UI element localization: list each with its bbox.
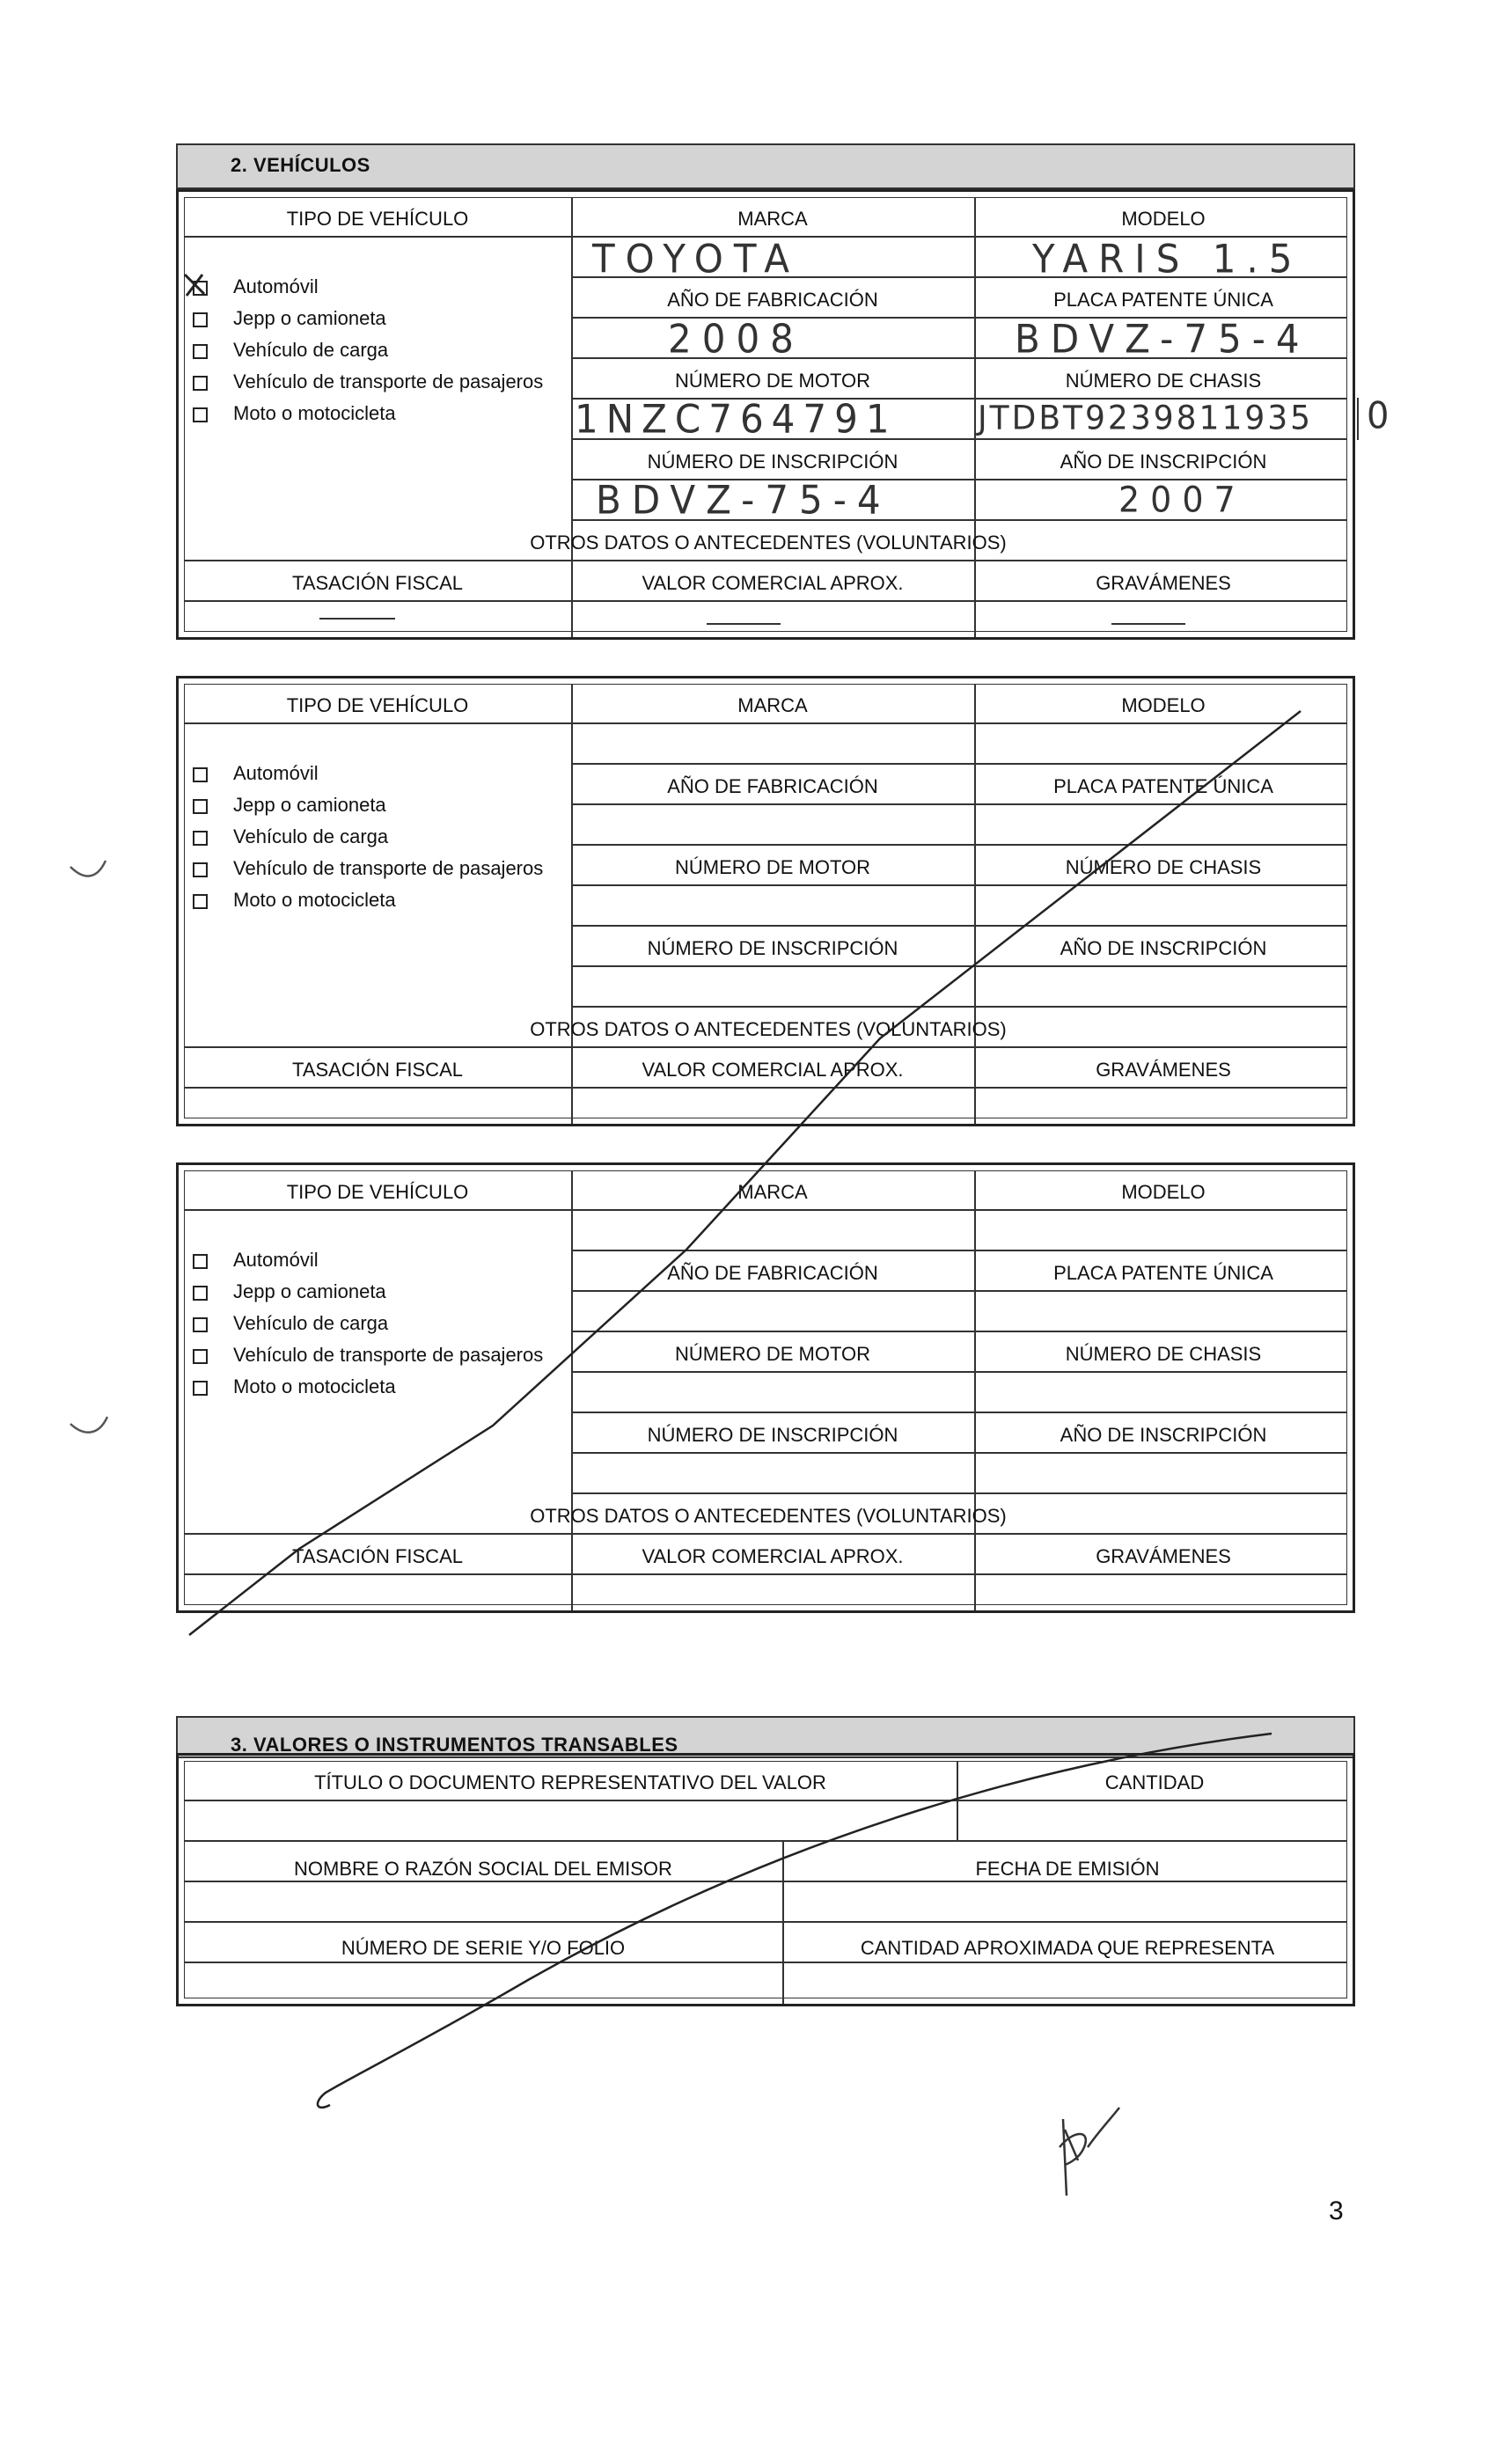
anio-inscripcion-label: AÑO DE INSCRIPCIÓN <box>1060 451 1267 473</box>
option-camioneta[interactable]: Jepp o camioneta <box>179 789 543 821</box>
otros-datos-label: OTROS DATOS O ANTECEDENTES (VOLUNTARIOS) <box>530 1505 1007 1527</box>
gravamenes-label: GRAVÁMENES <box>1096 1545 1231 1567</box>
placa-label: PLACA PATENTE ÚNICA <box>1053 775 1273 797</box>
motor-label: NÚMERO DE MOTOR <box>674 370 871 392</box>
cantidad-label: CANTIDAD <box>1104 1771 1205 1793</box>
marca-label: MARCA <box>737 1181 808 1203</box>
gravamenes-label: GRAVÁMENES <box>1096 1059 1231 1081</box>
modelo-label: MODELO <box>1121 1181 1206 1203</box>
anio-inscripcion-value[interactable]: 2007 <box>1118 479 1246 521</box>
serie-folio-label: NÚMERO DE SERIE Y/O FOLIO <box>341 1937 626 1959</box>
option-carga[interactable]: Vehículo de carga <box>179 334 543 366</box>
chasis-label: NÚMERO DE CHASIS <box>1065 1343 1262 1365</box>
initials-signature <box>1060 2108 1119 2196</box>
option-pasajeros[interactable]: Vehículo de transporte de pasajeros <box>179 366 543 398</box>
tipo-vehiculo-label: TIPO DE VEHÍCULO <box>286 694 469 716</box>
chasis-label: NÚMERO DE CHASIS <box>1065 370 1262 392</box>
inscripcion-label: NÚMERO DE INSCRIPCIÓN <box>647 1424 898 1446</box>
option-carga[interactable]: Vehículo de carga <box>179 1308 543 1339</box>
marca-label: MARCA <box>737 208 808 230</box>
option-camioneta[interactable]: Jepp o camioneta <box>179 1276 543 1308</box>
marca-value[interactable]: TOYOTA <box>592 236 800 282</box>
option-pasajeros[interactable]: Vehículo de transporte de pasajeros <box>179 853 543 884</box>
chasis-overflow-value: 0 <box>1367 394 1400 438</box>
otros-datos-label: OTROS DATOS O ANTECEDENTES (VOLUNTARIOS) <box>530 1018 1007 1040</box>
motor-label: NÚMERO DE MOTOR <box>674 1343 871 1365</box>
emisor-label: NOMBRE O RAZÓN SOCIAL DEL EMISOR <box>294 1858 672 1880</box>
titulo-documento-label: TÍTULO O DOCUMENTO REPRESENTATIVO DEL VALOR <box>314 1771 826 1793</box>
anio-fabricacion-label: AÑO DE FABRICACIÓN <box>667 289 878 311</box>
cancel-stroke-vehicles <box>189 711 1301 1635</box>
option-automovil[interactable]: Automóvil <box>179 271 543 303</box>
marca-label: MARCA <box>737 694 808 716</box>
option-moto[interactable]: Moto o motocicleta <box>179 1371 543 1403</box>
tasacion-label: TASACIÓN FISCAL <box>292 572 463 594</box>
option-pasajeros[interactable]: Vehículo de transporte de pasajeros <box>179 1339 543 1371</box>
inscripcion-label: NÚMERO DE INSCRIPCIÓN <box>647 451 898 473</box>
modelo-value[interactable]: YARIS 1.5 <box>1032 236 1303 282</box>
margin-mark-2 <box>70 1417 107 1433</box>
valor-comercial-label: VALOR COMERCIAL APROX. <box>642 1059 904 1081</box>
modelo-label: MODELO <box>1121 208 1206 230</box>
option-moto[interactable]: Moto o motocicleta <box>179 884 543 916</box>
anio-inscripcion-label: AÑO DE INSCRIPCIÓN <box>1060 937 1267 959</box>
section-3-title: 3. VALORES O INSTRUMENTOS TRANSABLES <box>231 1734 678 1756</box>
tipo-vehiculo-label: TIPO DE VEHÍCULO <box>286 1181 469 1203</box>
inscripcion-label: NÚMERO DE INSCRIPCIÓN <box>647 937 898 959</box>
placa-label: PLACA PATENTE ÚNICA <box>1053 289 1273 311</box>
option-automovil[interactable]: Automóvil <box>179 1244 543 1276</box>
anio-fabricacion-value[interactable]: 2008 <box>668 316 804 363</box>
anio-fabricacion-label: AÑO DE FABRICACIÓN <box>667 775 878 797</box>
inscripcion-value[interactable]: BDVZ-75-4 <box>596 477 891 524</box>
otros-datos-label: OTROS DATOS O ANTECEDENTES (VOLUNTARIOS) <box>530 532 1007 554</box>
anio-inscripcion-label: AÑO DE INSCRIPCIÓN <box>1060 1424 1267 1446</box>
valor-comercial-label: VALOR COMERCIAL APROX. <box>642 572 904 594</box>
placa-label: PLACA PATENTE ÚNICA <box>1053 1262 1273 1284</box>
motor-label: NÚMERO DE MOTOR <box>674 856 871 878</box>
option-camioneta[interactable]: Jepp o camioneta <box>179 303 543 334</box>
motor-value[interactable]: 1NZC764791 <box>575 396 898 443</box>
gravamenes-label: GRAVÁMENES <box>1096 572 1231 594</box>
chasis-value[interactable]: JTDBT9239811935 <box>978 399 1314 438</box>
cantidad-aproximada-label: CANTIDAD APROXIMADA QUE REPRESENTA <box>860 1937 1275 1959</box>
cancel-stroke-valores <box>318 1734 1272 2108</box>
valor-comercial-label: VALOR COMERCIAL APROX. <box>642 1545 904 1567</box>
page-number: 3 <box>1329 2196 1344 2226</box>
tasacion-label: TASACIÓN FISCAL <box>292 1059 463 1081</box>
anio-fabricacion-label: AÑO DE FABRICACIÓN <box>667 1262 878 1284</box>
tipo-vehiculo-label: TIPO DE VEHÍCULO <box>286 208 469 230</box>
placa-value[interactable]: BDVZ-75-4 <box>1015 316 1310 363</box>
margin-mark-1 <box>70 861 106 876</box>
section-2-title: 2. VEHÍCULOS <box>231 154 370 176</box>
modelo-label: MODELO <box>1121 694 1206 716</box>
chasis-label: NÚMERO DE CHASIS <box>1065 856 1262 878</box>
checkbox-x-mark <box>185 275 204 296</box>
option-automovil[interactable]: Automóvil <box>179 758 543 789</box>
fecha-emision-label: FECHA DE EMISIÓN <box>975 1858 1160 1880</box>
option-carga[interactable]: Vehículo de carga <box>179 821 543 853</box>
option-moto[interactable]: Moto o motocicleta <box>179 398 543 429</box>
tasacion-label: TASACIÓN FISCAL <box>292 1545 463 1567</box>
